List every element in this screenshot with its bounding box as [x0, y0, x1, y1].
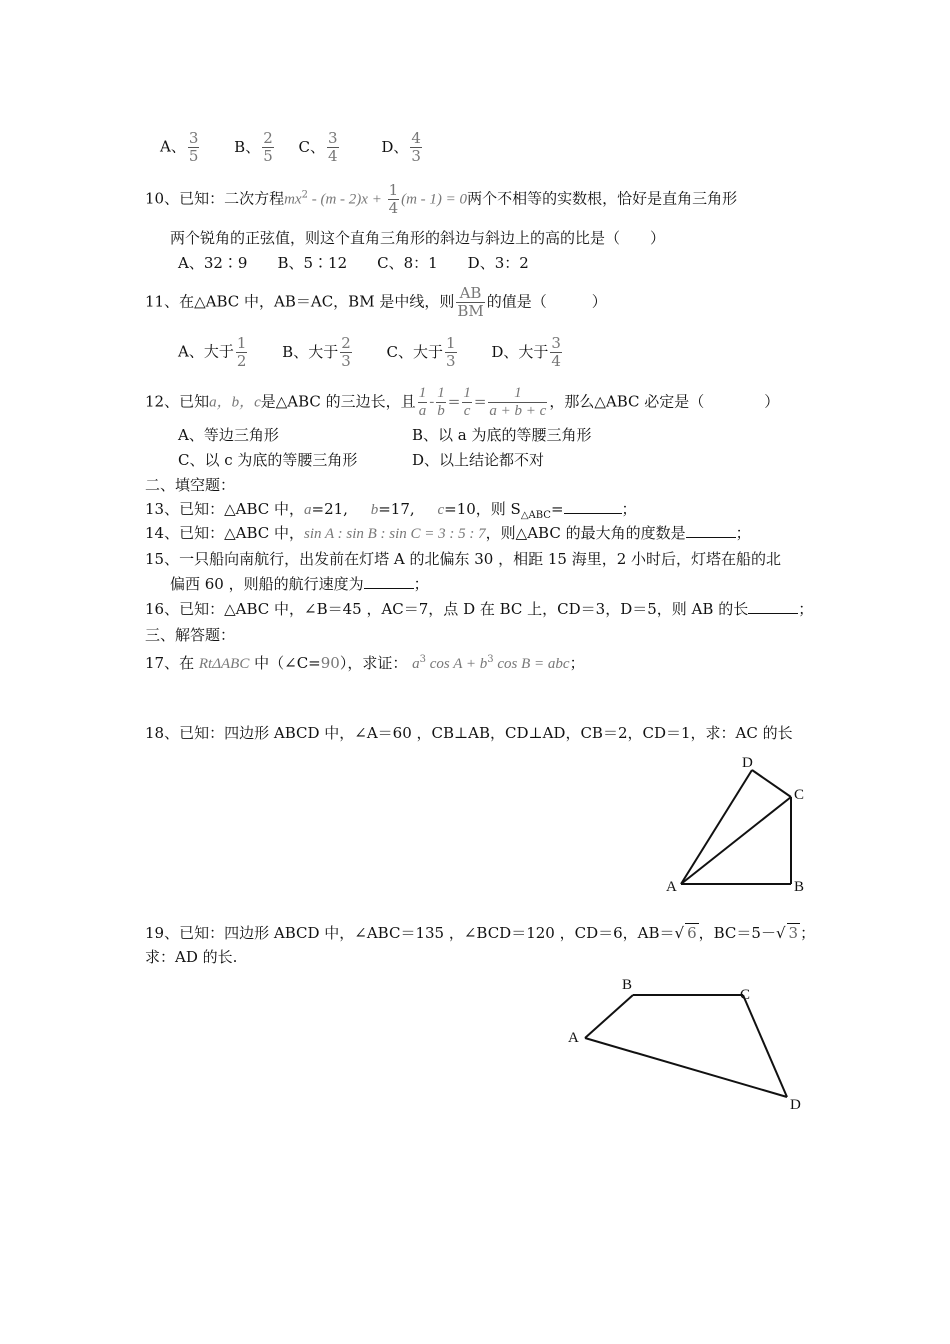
option-c-label: C、 [298, 137, 326, 156]
question-12-option-b: B、以 a 为底的等腰三角形 [412, 426, 592, 444]
fraction: $\frac{1}{c}$ [463, 385, 471, 419]
quadrilateral-figure-18 [660, 750, 810, 898]
vertex-label-b: B [794, 879, 805, 895]
section-2-heading: 二、填空题： [145, 476, 236, 494]
question-10: 10、已知：二次方程$mx^2 - (m - 2)x$ + $\frac{1}{4}$ (m - 1) = 0两个不相等的实数根，恰好是直角三角形 [145, 181, 738, 217]
question-11: 11、在△ABC 中，AB＝AC，BM 是中线，则 $\frac{AB}{BM}$ 的值是（ ） [145, 284, 607, 320]
fraction: $\frac{1}{a}$ [418, 385, 427, 419]
question-15-line2: 偏西 60 ，则船的航行速度为 ； [170, 575, 429, 593]
question-14: 14、已知：△ABC 中，sin A : sin B : sin C = 3 : 5 : 7，则△ABC 的最大角的度数是 ； [145, 524, 751, 542]
fraction: $\frac{1}{2}$ [236, 334, 247, 370]
fraction: $\frac{1}{3}$ [446, 334, 456, 370]
quadrilateral-figure-19 [560, 970, 810, 1115]
vertex-label-c: C [794, 787, 805, 803]
q9-options [160, 130, 424, 165]
question-12: 12、已知a，b，c是△ABC 的三边长，且 $\frac{1}{a}$ - $\frac{1}{b}$ = $\frac{1}{c}$ = $\frac{1}{a + b + c}$ ，那么△ABC 必定是（ ） [145, 385, 780, 419]
option-b-label: B、 [234, 137, 261, 156]
question-12-option-d: D、以上结论都不对 [412, 451, 545, 469]
question-12-option-c: C、以 c 为底的等腰三角形 [178, 451, 358, 469]
fraction: $\frac{1}{a + b + c}$ [489, 385, 547, 419]
fraction: $\frac{3}{4}$ [551, 334, 561, 370]
vertex-label-b: B [622, 977, 633, 993]
fraction: $\frac{AB}{BM}$ [457, 284, 484, 320]
vertex-label-d: D [790, 1097, 801, 1113]
question-17: 17、在 RtΔABC 中（∠C=90），求证： $a^3$ $\cos A + b^3$ cos B = abc； [145, 654, 585, 672]
answer-blank[interactable] [564, 499, 622, 514]
question-12-option-a: A、等边三角形 [178, 426, 279, 444]
question-11-options: A、大于 $\frac{1}{2}$ B、大于 $\frac{2}{3}$ C、大于 $\frac{1}{3}$ D、大于 $\frac{3}{4}$ [178, 334, 561, 370]
vertex-label-a: A [666, 879, 677, 895]
fraction: $\frac{2}{5}$ [263, 129, 273, 165]
answer-blank[interactable] [364, 574, 414, 589]
fraction: $\frac{2}{3}$ [341, 334, 351, 370]
question-19-line2: 求：AD 的长. [145, 948, 238, 966]
fraction: $\frac{4}{3}$ [411, 129, 421, 165]
question-16: 16、已知：△ABC 中，∠B＝45 ，AC＝7，点 D 在 BC 上，CD＝3，D＝5，则 AB 的长 ； [145, 600, 814, 618]
fraction: $\frac{1}{4}$ [388, 181, 399, 217]
vertex-label-d: D [742, 755, 753, 771]
question-13: 13、已知：△ABC 中，a=21, b=17, c=10，则 $S_{\triangle ABC}=$ ； [145, 500, 637, 521]
answer-blank[interactable] [686, 523, 736, 538]
vertex-label-c: C [740, 987, 751, 1003]
answer-blank[interactable] [748, 599, 798, 614]
fraction: $\frac{3}{4}$ [328, 129, 338, 165]
question-18: 18、已知：四边形 ABCD 中，∠A＝60 ，CB⊥AB，CD⊥AD，CB＝2，CD＝1，求：AC 的长 [145, 724, 793, 742]
fraction: $\frac{1}{b}$ [437, 385, 445, 419]
question-10-line2: 两个锐角的正弦值，则这个直角三角形的斜边与斜边上的高的比是（ ） [170, 229, 666, 247]
fraction: $\frac{3}{5}$ [188, 129, 199, 165]
question-15-line1: 15、一只船向南航行，出发前在灯塔 A 的北偏东 30 ，相距 15 海里，2 小时后，灯塔在船的北 [145, 550, 782, 568]
question-19-line1: 19、已知：四边形 ABCD 中，∠ABC＝135 ，∠BCD＝120 ，CD＝6，AB＝√ 6 ，BC＝5－√ 3 ； [145, 924, 816, 942]
section-3-heading: 三、解答题： [145, 626, 236, 644]
vertex-label-a: A [568, 1030, 579, 1046]
option-a-label: A、 [160, 137, 186, 156]
question-10-options: A、32∶9 B、5∶12 C、8：1 D、3：2 [178, 254, 529, 272]
option-d-label: D、 [381, 137, 409, 156]
